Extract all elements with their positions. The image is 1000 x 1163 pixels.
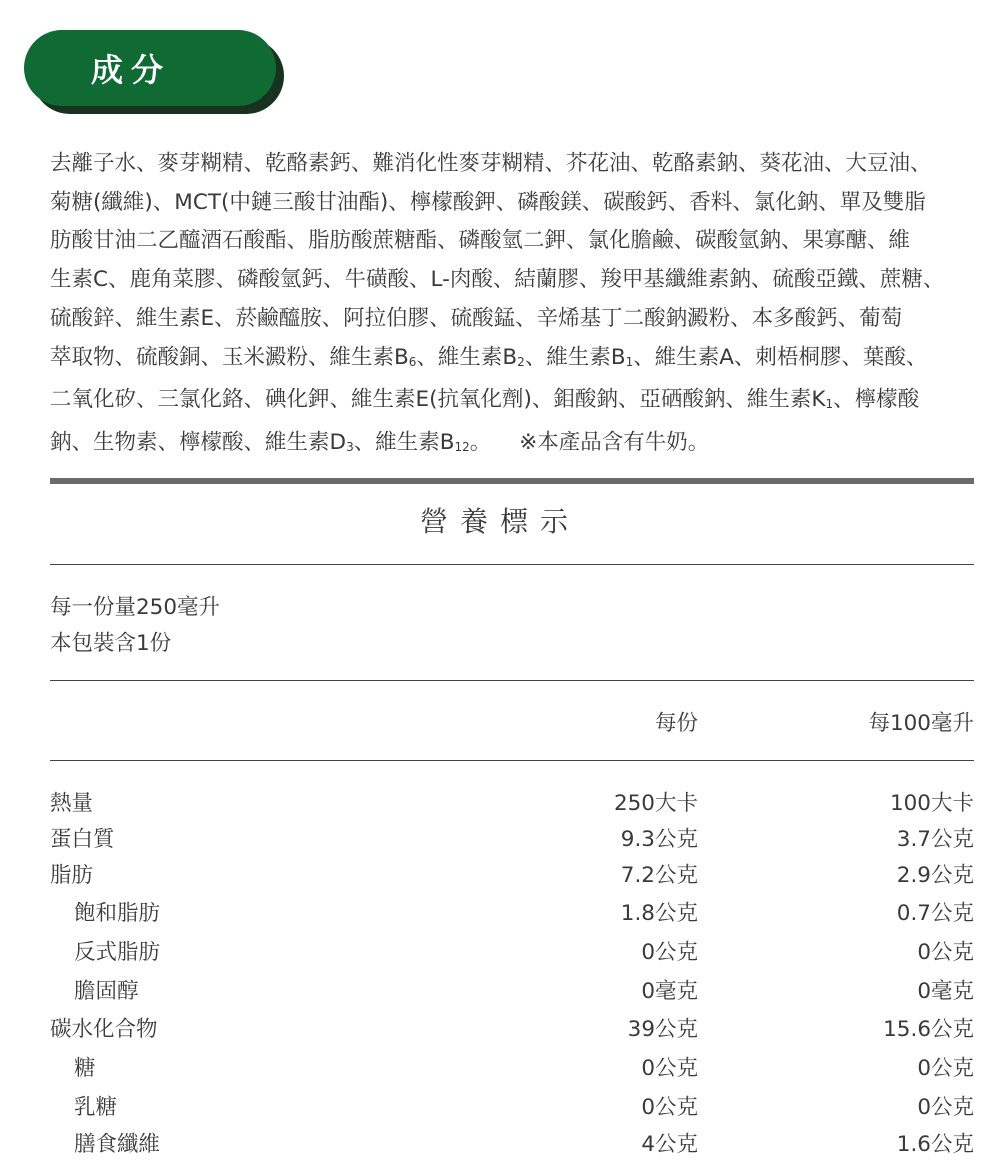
ingredients-fragment: 、檸檬酸 xyxy=(833,387,920,413)
ingredients-fragment: 、維生素B xyxy=(524,344,626,370)
divider xyxy=(50,680,974,681)
per-serving-value: 9.3公克 xyxy=(620,827,698,852)
nutrient-label: 糖 xyxy=(74,1056,96,1081)
nutrient-label: 乳糖 xyxy=(74,1095,118,1120)
nutrition-row-protein xyxy=(50,822,974,858)
nutrition-row-trans-fat xyxy=(50,935,974,971)
per-serving-value: 39公克 xyxy=(627,1017,698,1042)
nutrition-row-saturated-fat xyxy=(50,896,974,932)
section-title-badge xyxy=(24,30,286,116)
nutrition-row-calories xyxy=(50,786,974,822)
ingredients-fragment: 鈉、生物素、檸檬酸、維生素D xyxy=(50,429,347,455)
ingredients-text xyxy=(50,145,980,467)
ingredients-fragment: 萃取物、硫酸銅、玉米澱粉、維生素B xyxy=(50,344,409,370)
nutrient-label: 熱量 xyxy=(50,791,94,816)
nutrient-label: 膳食纖維 xyxy=(74,1132,161,1157)
nutrition-row-dietary-fiber xyxy=(50,1127,974,1163)
ingredients-line: 菊糖(纖維)、MCT(中鏈三酸甘油酯)、檸檬酸鉀、磷酸鎂、碳酸鈣、香料、氯化鈉、單及雙脂 xyxy=(50,189,926,215)
ingredients-line: 硫酸鋅、維生素E、菸鹼醯胺、阿拉伯膠、硫酸錳、辛烯基丁二酸鈉澱粉、本多酸鈣、葡萄 xyxy=(50,305,903,331)
subscript: 12 xyxy=(454,439,470,454)
nutrient-label: 飽和脂肪 xyxy=(74,901,161,926)
nutrient-label: 蛋白質 xyxy=(50,827,115,852)
ingredients-line: 生素C、鹿角菜膠、磷酸氫鈣、牛磺酸、L-肉酸、結蘭膠、羧甲基纖維素鈉、硫酸亞鐵、蔗糖、 xyxy=(50,267,945,293)
ingredients-line xyxy=(50,424,980,467)
per-100ml-value: 2.9公克 xyxy=(896,863,974,888)
per-100ml-value: 0毫克 xyxy=(917,979,974,1004)
column-header-per-serving: 每份 xyxy=(654,711,698,736)
serving-size: 每一份量250毫升 xyxy=(50,595,221,620)
divider xyxy=(50,564,974,565)
nutrition-row-lactose xyxy=(50,1090,974,1126)
column-header-per-100ml: 每100毫升 xyxy=(868,711,974,736)
per-serving-value: 7.2公克 xyxy=(620,863,698,888)
per-serving-value: 0公克 xyxy=(641,1095,698,1120)
subscript: 6 xyxy=(408,354,417,369)
per-serving-value: 1.8公克 xyxy=(620,901,698,926)
ingredients-fragment: 、維生素B xyxy=(416,344,518,370)
per-100ml-value: 1.6公克 xyxy=(896,1132,974,1157)
ingredients-fragment: 、維生素A、刺梧桐膠、葉酸、 xyxy=(633,344,928,370)
servings-per-package: 本包裝含1份 xyxy=(50,631,172,656)
ingredients-line xyxy=(50,381,980,424)
divider xyxy=(50,760,974,761)
per-serving-value: 0公克 xyxy=(641,1056,698,1081)
ingredients-line xyxy=(50,339,980,382)
nutrition-row-cholesterol xyxy=(50,974,974,1010)
per-100ml-value: 100大卡 xyxy=(889,791,974,816)
nutrition-title: 營養標示 xyxy=(419,505,580,538)
section-title: 成分 xyxy=(90,51,171,89)
nutrient-label: 碳水化合物 xyxy=(50,1017,158,1042)
per-serving-value: 0毫克 xyxy=(641,979,698,1004)
per-100ml-value: 0公克 xyxy=(917,940,974,965)
ingredients-fragment: 。 xyxy=(469,429,492,455)
per-100ml-value: 0公克 xyxy=(917,1095,974,1120)
ingredients-fragment: 、維生素B xyxy=(353,429,455,455)
nutrient-label: 脂肪 xyxy=(50,863,94,888)
nutrient-label: 反式脂肪 xyxy=(74,940,161,965)
subscript: 2 xyxy=(517,354,525,369)
ingredients-line: 肪酸甘油二乙醯酒石酸酯、脂肪酸蔗糖酯、磷酸氫二鉀、氯化膽鹼、碳酸氫鈉、果寡醣、維 xyxy=(50,228,911,254)
nutrition-row-carbohydrate xyxy=(50,1012,974,1048)
divider-thick xyxy=(50,478,974,484)
per-serving-value: 0公克 xyxy=(641,940,698,965)
per-serving-value: 250大卡 xyxy=(613,791,698,816)
nutrient-label: 膽固醇 xyxy=(74,979,139,1004)
nutrition-row-sugar xyxy=(50,1051,974,1087)
badge-pill xyxy=(24,30,276,106)
subscript: 1 xyxy=(825,397,834,412)
nutrition-row-fat xyxy=(50,858,974,894)
per-100ml-value: 15.6公克 xyxy=(883,1017,974,1042)
ingredients-fragment: 二氧化矽、三氯化鉻、碘化鉀、維生素E(抗氧化劑)、鉬酸鈉、亞硒酸鈉、維生素K xyxy=(50,387,826,413)
per-100ml-value: 0公克 xyxy=(917,1056,974,1081)
per-100ml-value: 3.7公克 xyxy=(896,827,974,852)
subscript: 3 xyxy=(346,439,354,454)
ingredients-line: 去離子水、麥芽糊精、乾酪素鈣、難消化性麥芽糊精、芥花油、乾酪素鈉、葵花油、大豆油、 xyxy=(50,151,932,176)
per-serving-value: 4公克 xyxy=(641,1132,698,1157)
per-100ml-value: 0.7公克 xyxy=(896,901,974,926)
subscript: 1 xyxy=(625,354,634,369)
allergen-note: ※本產品含有牛奶。 xyxy=(519,429,710,455)
